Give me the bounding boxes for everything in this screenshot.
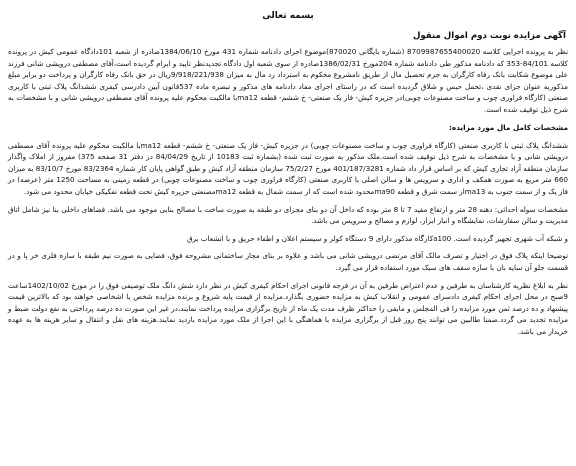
building-specs-paragraph: مشخصات سوله احداثی: دهنه 28 متر و ارتفاع مفید 7 تا 8 متر بوده که داخل آن دو بنای مجزای دو طبقه به صورت ساخت با مصالح بنایی موجود می باشد. فضاهای داخلی بنا نیز شامل اتاق مدیریت و سالن سفارشات، نمایشگاه و انبار ابزار، لوازم و مصالح و سرویس می باشد. [8, 204, 568, 226]
intro-paragraph: نظر به پرونده اجرایی کلاسه 8709987655400020 (شماره بایگانی 870020)موضوع اجرای دادنامه شماره 431 مورخ 1384/06/10صادره از شعبه 101دادگاه عمومی کیش در پرونده کلاسه 84/101-353 که دادنامه مذکور طی دادنامه شماره 204مورخ 1386/02/31صادره از سوی شعبه اول دادگاه تجدیدنظر تایید و ابرام گردیده است،آقای مصطفی درویشی شانی فرزند علی موضوع شکایت بانک رفاه کارگران به جرم تحصیل مال از طریق نامشروع محکوم به استرداد رد مال به میزان 9/918/221/938ریال در حق بانک رفاه کارگران و پرداخت دو برابر مبلغ مذکوربه عنوان جزای نقدی ،تحمل حبس و شلاق گردیده است که در راستای اجرای مفاد دادنامه های مذکور و تبصره ماده 537قانون آیین دادرسی کیفری ششدانگ پلاک ثبتی با کاربری صنعتی (کارگاه فراوری چوب و ساخت مصنوعات چوبی)در جزیره کیش- فاز یک صنعتی- خ ششم- قطعه ma12با مالکیت محکوم علیه پرونده آقای مصطفی درویشی شانی و با مشخصات به شرح ذیل توقیف شده است. [8, 47, 568, 114]
utilities-paragraph: و شبکه آب شهری تجهیز گردیده است. a100کارگاه مذکور دارای 9 دستگاه کولر و سیستم اعلان و اطفاء حریق و با انشعاب برق [186, 233, 568, 243]
auction-terms-paragraph: نظر به ابلاغ نظریه کارشناسان به طرفین و عدم اعتراض طرفین به آن در فرجه قانونی اجرای احکام کیفری کیش در نظر دارد شش دانگ ملک توصیفی فوق را در مورخ 1402/10/02ساعت 9صبح در محل اجرای احکام کیفری دادسرای عمومی و انقلاب کیش به مزایده حضوری بگذارد.مزایده از قیمت پایه شروع و برنده مزایده شخص یا اشخاصی خواهند بود که بالاترین قیمت پیشنهاد و ده درصد ثمن مورد مزایده را فی المجلس و مابقی را حداکثر ظرف مدت یک ماه از تاریخ برگزاری مزایده پرداخت نمایند،در غیر این صورت ده درصد پرداختی به نفع دولت ضبط و مزایده تجدید می گردد.ضمنا طالبین می توانند پنج روز قبل از برگزاری مزایده با هماهنگی با این اجرا از ملک مورد مزایده بازدید نمایند.هزینه های نقل و انتقال و سایر هزینه ها به عهده خریدار می باشد. [8, 280, 568, 336]
property-section-title: مشخصات کامل مال مورد مزایده: [448, 122, 568, 132]
notice-title: آگهی مزایده نوبت دوم اموال منقول [412, 31, 566, 41]
basmala-heading: بسمه تعالی [262, 11, 314, 21]
occupancy-paragraph: توضیحا اینکه پلاک فوق در اختیار و تصرف مالک آقای مرتضی درویشی شانی می باشد و علاوه بر بنای مجاز ساختمانی مشروحه فوق، فضایی به صورت نیم طبقه با سازه فلزی خر پا و در قسمت جلو آن سایه بان با سازه سقف های سبک مورد استفاده قرار می گیرد. [8, 251, 568, 272]
property-details-paragraph: ششدانگ پلاک ثبتی با کاربری صنعتی (کارگاه فراوری چوب و ساخت مصنوعات چوبی) در جزیره کیش- فاز یک صنعتی- خ ششم- قطعه ma12با مالکیت محکوم علیه پرونده آقای مصطفی درویشی شانی و با مشخصات به شرح ذیل توقیف شده است.ملک مذکور به صورت ثبت شده (بشماره ثبت 10183 از تاریخ 84/04/29 در دفتر 31 صفحه 375) مفروز از املاک واگذار سازمان منطقه آزاد تجاری کیش که بر اساس قرار داد شماره 401/187/3281 مورخ 75/2/27 سازمان منطقه آزاد کیش و طبق گواهی پایان کار شماره 83/2364 مورخ 83/10/7 به میزان 660 متر مربع به صورت همکف و اداری و سرویس ها و سالن اصلی با کاربری صنعتی (کارگاه فراوری چوب و ساخت مصنوعات چوبی) در قطعه زمینی به مساحت 1250 متر (عرصه) در فاز یک و از سمت جنوب به ma13از سمت شرق و قطعه ma90محدود شده است که از سمت شمال به قطعه ma12مصنعتی جزیره کیش تحت قطعه تفکیکی خیابان محدود می شود. [8, 140, 569, 196]
